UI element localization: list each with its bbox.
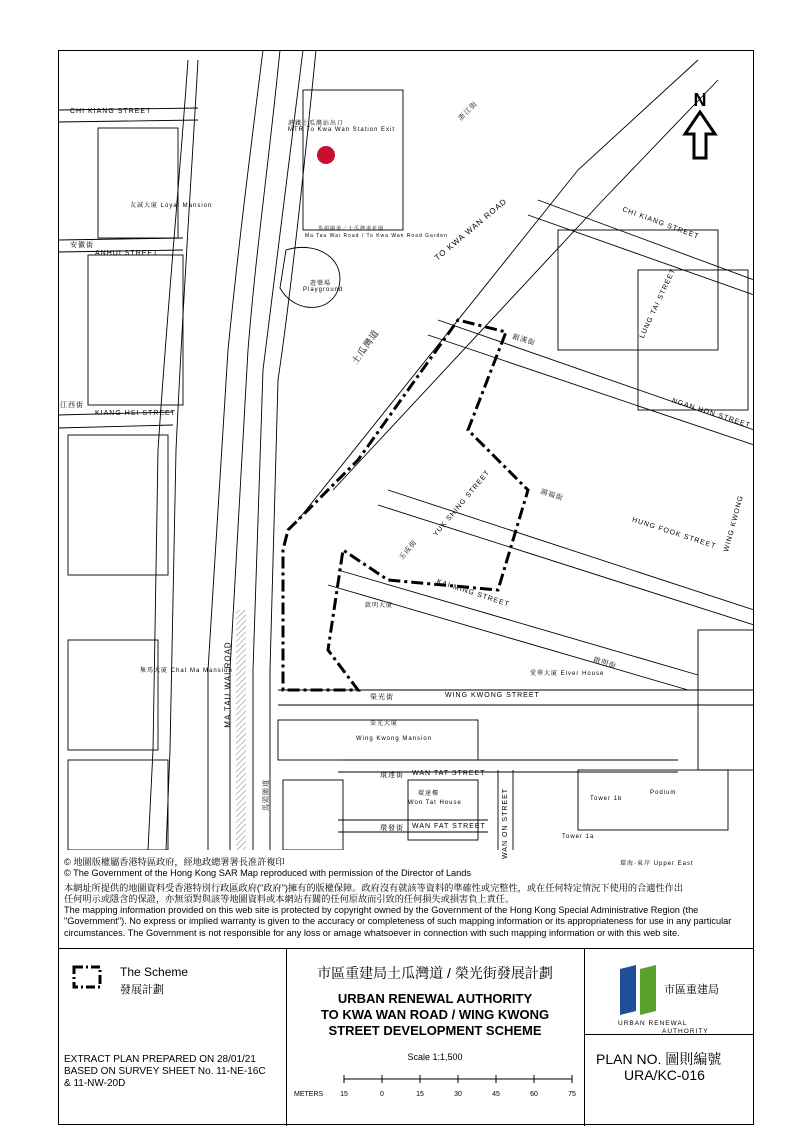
place-label-mtr-zh: 港鐵土瓜灣站出口 (288, 121, 345, 127)
ura-logo-icon (612, 963, 752, 1035)
place-label-playground-zh: 遊樂場 (310, 281, 332, 287)
plan-number-cell (584, 949, 754, 1126)
street-label-chi-kiang-east: CHI KIANG STREET (621, 206, 701, 241)
street-label-wing-kwong-en: WING KWONG STREET (445, 692, 540, 699)
street-label-wan-fat-zh: 環發街 (380, 825, 404, 832)
scale-tick-label: 30 (454, 1091, 462, 1098)
place-label-won-tat-zh: 環達樓 (418, 791, 440, 797)
scale-tick-label: 15 (416, 1091, 424, 1098)
scale-tick-label: 75 (568, 1091, 576, 1098)
extract-plan-info: EXTRACT PLAN PREPARED ON 28/01/21 BASED ON SURVEY SHEET No. 11-NE-16C & 11-NW-20D (64, 1054, 266, 1089)
street-label-anhui-zh: 安徽街 (70, 242, 94, 249)
place-label-garden-zh: 馬頭圍道／土瓜灣道花園 (318, 226, 385, 232)
street-label-kiang-hsi-en: KIANG HSI STREET (95, 410, 176, 417)
copyright-en: © The Government of the Hong Kong SAR Map reproduced with permission of the Director of Lands (64, 868, 471, 879)
disclaimer-en-1: The mapping information provided on this web site is protected by copyright owned by the Government of the Hong Kong Special Administrative Region (the (64, 905, 699, 916)
legend-label-en: The Scheme (120, 965, 189, 979)
place-label-playground-en: Playground (303, 287, 344, 293)
logo-text-en-2: AUTHORITY (662, 1028, 709, 1035)
street-label-ngan-hon-en: NGAN HON STREET (670, 397, 752, 430)
scale-tick-label: 15 (340, 1091, 348, 1098)
scale-tick-label: 60 (530, 1091, 538, 1098)
copyright-zh: © 地圖版權屬香港特區政府，經地政總署署長准許複印 (64, 857, 285, 867)
street-label-kiang-hsi-zh: 江西街 (60, 402, 84, 409)
street-label-wing-kwong-vertical: WING KWONG (723, 494, 746, 553)
legend-label-zh: 發展計劃 (120, 984, 164, 996)
logo-text-en-1: URBAN RENEWAL (618, 1020, 688, 1027)
street-label-lung-tai: LUNG TAI STREET (638, 267, 678, 340)
plan-number-label: PLAN NO. 圖則編號 (596, 1051, 722, 1067)
street-label-wan-fat-en: WAN FAT STREET (412, 823, 486, 830)
disclaimer-en-3: circumstances. The Government is not responsible for any loss or amage whatsoever in connection with such mapping information or with this web site. (64, 927, 680, 938)
street-label-wan-tat-zh: 環達街 (380, 772, 404, 779)
north-label: N (693, 90, 707, 110)
street-label-anhui-en: ANHUI STREET (95, 250, 159, 257)
scale-tick-label: 0 (380, 1091, 384, 1098)
street-label-wing-kwong-zh: 榮光街 (370, 694, 394, 701)
title-cell (286, 949, 585, 1126)
place-label-tower-1b: Tower 1b (590, 796, 623, 802)
street-label-wan-on-en: WAN ON STREET (502, 787, 510, 860)
scale-label: Scale 1:1,500 (407, 1052, 463, 1062)
plan-number-code: URA/KC-016 (624, 1067, 705, 1083)
logo-text-zh: 市區重建局 (664, 983, 719, 996)
disclaimer-en-2: "Government"). No express or implied warranty is given to the accuracy or completeness of such mapping information or its appropriateness for use in any particular (64, 916, 732, 927)
place-label-won-tat-en: Won Tat House (408, 800, 462, 806)
place-label-mtr-en: MTR To Kwa Wan Station Exit (288, 127, 396, 133)
scheme-title-en: URBAN RENEWAL AUTHORITY TO KWA WAN ROAD / WING KWONG STREET DEVELOPMENT SCHEME (320, 991, 550, 1038)
street-label-hung-fook-en: HUNG FOOK STREET (631, 516, 717, 551)
title-block (58, 948, 754, 1126)
street-label-hung-fook-zh: 鴻福街 (539, 488, 565, 503)
street-label-ngan-hon-zh: 銀漢街 (511, 333, 537, 348)
copyright-notes (64, 857, 750, 939)
place-label-kai-ming-mansion: 啟明大廈 (365, 603, 394, 609)
scheme-boundary-icon (72, 965, 102, 989)
place-label-elver-house: 愛華大廈 Elver House (530, 671, 605, 677)
street-label-ma-tau-wai-en: MA TAU WAI ROAD (223, 641, 233, 728)
plan-cell-divider (584, 1034, 754, 1035)
street-label-wan-tat-en: WAN TAT STREET (412, 770, 486, 777)
street-label-chi-kiang-west: CHI KIANG STREET (70, 108, 152, 115)
street-label-yuk-shing-en: YUK SHING STREET (432, 469, 492, 538)
disclaimer-zh-2: 任何明示或隱含的保證，亦無須對與該等地圖資料或本網站有關的任何原故而引致的任何損失或損害負上責任。 (64, 893, 515, 904)
place-label-loyal-mansion: 友誠大廈 Loyal Mansion (130, 203, 213, 209)
place-label-podium: Podium (650, 790, 677, 796)
street-label-kai-ming-en: KAI MING STREET (435, 578, 511, 609)
street-label-to-kwa-wan: TO KWA WAN ROAD (432, 196, 509, 263)
place-label-garden-en: Ma Tau Wai Road / To Kwa Wan Road Garden (305, 233, 448, 239)
place-label-chat-ma: 集馬大廈 Chat Ma Mansion (140, 668, 233, 674)
disclaimer-zh-1: 本網址所提供的地圖資料受香港特別行政區政府("政府")擁有的版權保障。政府沒有就該等資料的準確性或完整性，或在任何特定情況下使用的合適性作出 (64, 882, 684, 893)
legend-cell (58, 949, 287, 1126)
scale-meters-label: METERS (294, 1091, 324, 1098)
street-label-ma-tau-wai-zh: 馬頭圍道 (263, 779, 270, 811)
place-label-wing-kwong-mansion-en: Wing Kwong Mansion (356, 736, 433, 742)
north-arrow-icon (680, 90, 720, 160)
place-label-tower-1a: Tower 1a (562, 834, 595, 840)
scheme-title-zh: 市區重建局土瓜灣道 / 榮光街發展計劃 (317, 965, 553, 981)
street-label-kai-ming-zh: 啟明街 (592, 656, 618, 671)
street-label-chekiang-zh: 浙江街 (457, 100, 480, 123)
street-label-yuk-shing-zh: 玉成街 (397, 538, 419, 562)
scale-tick-label: 45 (492, 1091, 500, 1098)
place-label-upper-east: 環海·東岸 Upper East (620, 861, 694, 867)
place-label-wing-kwong-mansion-zh: 榮光大廈 (370, 721, 399, 727)
scale-bar (292, 1065, 578, 1101)
street-label-to-kwa-wan-zh: 土瓜灣道 (349, 327, 381, 367)
site-plan-map (58, 50, 754, 850)
